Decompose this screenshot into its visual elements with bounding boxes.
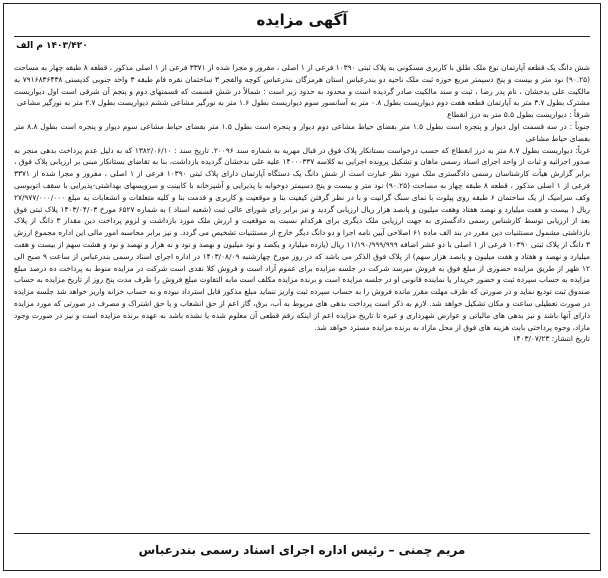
paragraph-south-boundary: جنوباً : در سه قسمت اول دیوار و پنجره است بطول ۱.۵ متر بفضای حیاط مشاعی دوم دیوار و پنجره است بطول ۱.۵ متر بفضای حیاط مشاعی سوم دیوار و پنجره است بطول ۸.۸ متر بفضای حیاط مشاعی <box>14 121 590 143</box>
title-divider <box>14 36 590 37</box>
paragraph-property-description: شش دانگ یک قطعه آپارتمان نوع ملک طلق با کاربری مسکونی به پلاک ثبتی ۱۰۳۹۰ فرعی از ۱ اصلی ، مفروز و مجزا شده از ۳۳۷۱ فرعی از ۱ اصلی مذکور ، قطعه ۸ طبقه چهار به مساحت (۹۰.۲۵) نود متر و بیست و پنج دسیمتر مربع حوزه ثبت ملک ناحیه دو بندرعباس استان هرمزگان بندرعباس کوچه والفجر ۳ ساختمان نقره فام طبقه ۳ واحد جنوبی کدپستی ۷۹۱۶۸۳۶۴۳۸ به مالکیت علی بدخشان ، نام پدر رضا ، ثبت و سند مالکیت صادر گردیده است و محدود به حدود زیر است : شمالاً در شش قسمت که قسمتهای دوم و پنجم آن شرقی است اول دیواریست مشترک بطول ۳.۷ متر به آپارتمان قطعه هفت دوم دیواریست بطول ۰.۸ متر به آسانسور سوم دیواریست بطول ۱.۶ متر به نورگیر مشاعی ششم دیواریست بطول ۲.۷ متر به نورگیر مشاعی <box>14 63 590 108</box>
paragraph-auction-terms: غرباً: دیواریست بطول ۸.۷ متر به درز انقطاع که حسب درخواست بستانکار پلاک فوق در قبال مهریه به شماره سند ۲۰۰۹۶. تاریخ سند : ۱۳۸۲/۰۶/۱۰ که به دلیل عدم پرداخت بدهی منجر به صدور اجرائیه و ثبات از واحد اجرای اسناد رسمی ماهان و تشکیل پرونده اجرایی به کلاسه ۱۴۰۰۰۳۳۷ علیه علی بدخشان گردیده بازداشت، بنا به تقاضای بستانکار مبنی بر ارزیابی پلاک فوق ، برابر گزارش هیأت کارشناسان رسمی دادگستری ملک مورد نظر عبارت است از شش دانگ یک دستگاه آپارتمان دارای پلاک ثبتی ۱۰۳۹۰ فرعی از ۱ اصلی ، مفروز و مجزا شده از ۳۳۷۱ فرعی از ۱ اصلی مذکور ، قطعه ۸ طبقه چهار به مساحت (۹۰.۲۵) نود متر و بیست و پنج دسیمتر دوخوابه با پذیرایی و آشپزخانه با کابینت و سرویسهای بهداشتی-پذیرایی با سقف اتوبوسی وکف سرامیک از یک ساختمان ۶ طبقه روی پیلوت با نمای سنگ گرانیت و با در نظر گرفتن کیفیت بنا و موقعیت و کاربری و قدمت بنا و کلیه متعلقات و انشعابات به مبلغ ۲۷/۹۷۷/۰۰۰/۰۰۰ ریال ( بیست و هفت میلیارد و نهصد هفتاد وهفت میلیون و پانصد هزار ریال ارزیابی گردید و نیز برابر رای شورای عالی ثبت (شعبه اسناد ) به شماره ۶۵۲۷ مورخ ۱۴۰۳/۰۴/۰۳ پلاک ثبتی فوق بعد از ارزیابی توسط کارشناس رسمی دادگستری به جهت ارزیابی ملک دیگری برای هرکدام نسبت به موقعیت و ارزش ملک مورد بازداشت و لزوم پرداخت دین مقدار ۳ دانگ از پلاک بازداشتی مشمول مستثنیات دین مقرر در بند الف ماده ۶۱ اصلاحی آیین نامه اجرا و دو دانگ دیگر خارج از مستثنیات تشخیص می گردد. و نیز برابر محاسبه امور مالی این اداره مجموع ارزش ۳ دانگ از پلاک ثبتی ۱۰۳۹۰ فرعی از ۱ اصلی با دو عشر اضافه ۱۱/۱۹۰/۹۹۹/۹۹۹ ریال (یازده میلیارد و یکصد و نود میلیون و نهصد و نود و نه هزار و نهصد و نود و هشت سهم از بیست و هفت میلیارد و نهصد و هفتاد و هفت میلیون و پانصد هزار سهم) از پلاک فوق الذکر می باشد که در روز مورخ چهارشنبه ۱۴۰۳/۰۸/۰۹ در اداره اجرای اسناد رسمی بندرعباس از ساعت ۹ صبح الی ۱۲ ظهر از طریق مزایده حضوری از مبلغ فوق به فروش میرسد شرکت در جلسه مزایده برای عموم آزاد است و فروش کلا نقدی است شرکت در مزایده منوط به پرداخت ده درصد مبلغ مزایده به حساب سپرده ثبت و حضور خریدار یا نماینده قانونی او در جلسه مزایده است و برنده مزایده مکلف است مابه التفاوت مبلغ فروش را ظرف مدت پنج روز از تاریخ مزایده به حساب صندوق ثبت تودیع نماید و در صورتی که ظرف مهلت مقرر مانده فروش را به حساب سپرده ثبت واریز ننماید مبلغ مذکور قابل استرداد نبوده و به حساب خزانه واریز خواهد شد جلسه مزایده در صورت تعطیلی ساعت و مکان تشکیل خواهد شد. لازم به ذکر است پرداخت بدهی های مربوط به آب، برق، گاز اعم از حق انشعاب و یا حق اشتراک و مصرف در صورتی که مورد مزایده دارای آنها باشد و نیز بدهی های مالیاتی و عوارض شهرداری و غیره تا تاریخ مزایده اعم از اینکه رقم قطعی آن معلوم شده یا نشده باشد به عهده برنده مزایده است و نیز در صورت وجود مازاد، وجوه پرداختی بابت هزینه های فوق از محل مازاد به برنده مزایده مسترد خواهد شد. <box>14 145 590 332</box>
notice-frame <box>3 3 601 571</box>
notice-reference: ۱۴۰۳/۴۲۰ م الف <box>16 41 88 51</box>
paragraph-east-boundary: شرقاً : دیواریست بطول ۵.۵ متر به درز انقطاع <box>447 110 590 120</box>
publish-date-label: تاریخ انتشار: <box>551 334 590 344</box>
signature: مریم چمنی – رئیس اداره اجرای اسناد رسمی بندرعباس <box>138 543 466 557</box>
notice-body <box>14 62 590 524</box>
signature-divider <box>14 533 590 534</box>
publish-date-value: ۱۴۰۳/۰۷/۲۳ <box>512 334 550 344</box>
notice-title: آگهی مزایده <box>256 11 348 29</box>
publish-date <box>14 333 590 345</box>
